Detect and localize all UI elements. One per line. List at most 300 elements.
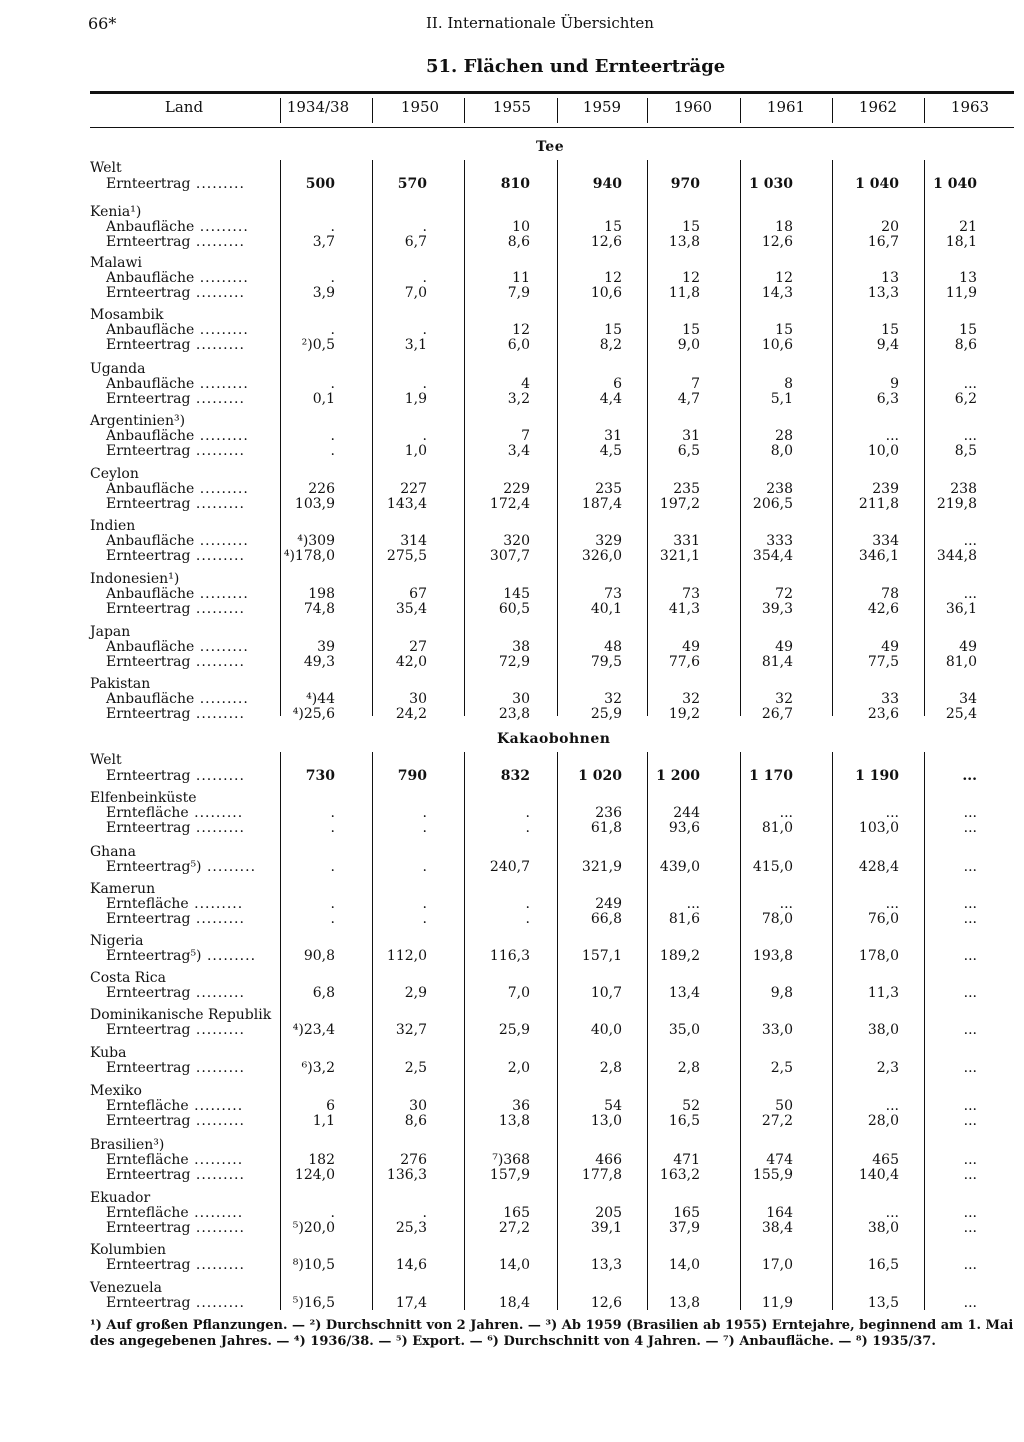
cell-value: 7,0	[507, 985, 530, 1001]
row-label-text: Ernteertrag	[106, 443, 191, 459]
cell-value: ...	[885, 1098, 899, 1114]
cell-value: 346,1	[858, 548, 899, 564]
cell-value: 15	[604, 322, 622, 338]
cell-value: 19,2	[668, 706, 700, 722]
leader-dots: .........	[194, 376, 249, 392]
leader-dots: .........	[201, 948, 257, 964]
cell-value: 30	[512, 691, 530, 707]
leader-dots: .........	[194, 639, 249, 655]
row-label	[106, 482, 249, 497]
cell-value: 77,6	[668, 654, 700, 670]
country-name: Indonesien¹)	[90, 571, 180, 587]
running-head: II. Internationale Übersichten	[426, 14, 654, 32]
cell-value: 6,0	[507, 337, 530, 353]
section-title: Tee	[536, 139, 565, 155]
cell-value: 415,0	[752, 859, 793, 875]
cell-value: .	[330, 805, 335, 821]
cell-value: ...	[686, 896, 700, 912]
cell-value: 6,3	[876, 391, 899, 407]
column-separator	[557, 752, 558, 1310]
cell-value: 27,2	[498, 1220, 530, 1236]
row-label	[106, 323, 249, 338]
leader-dots: .........	[188, 805, 244, 821]
cell-value: ⁴)23,4	[292, 1022, 335, 1038]
leader-dots: .........	[190, 985, 245, 1001]
column-separator	[372, 160, 373, 716]
cell-value: 15	[775, 322, 793, 338]
cell-value: 2,5	[770, 1060, 793, 1076]
cell-value: 10,6	[761, 337, 793, 353]
cell-value: ...	[963, 911, 977, 927]
column-separator	[557, 98, 558, 123]
header-year-1960: 1960	[673, 98, 713, 116]
country-name: Uganda	[90, 361, 146, 377]
row-label	[106, 692, 249, 707]
cell-value: 8,6	[404, 1113, 427, 1129]
cell-value: 157,9	[489, 1167, 530, 1183]
cell-value: 81,0	[945, 654, 977, 670]
cell-value: ...	[963, 1220, 977, 1236]
cell-value: 321,1	[659, 548, 700, 564]
cell-value: 41,3	[668, 601, 700, 617]
cell-value: 354,4	[752, 548, 793, 564]
country-name: Brasilien³)	[90, 1137, 165, 1153]
cell-value: 790	[397, 768, 427, 784]
row-label-text: Ernteertrag	[106, 820, 191, 836]
header-year-1934-38: 1934/38	[286, 98, 350, 116]
cell-value: 7,9	[507, 285, 530, 301]
cell-value: 66,8	[590, 911, 622, 927]
cell-value: 15	[682, 322, 700, 338]
column-separator	[740, 160, 741, 716]
cell-value: 54	[604, 1098, 622, 1114]
leader-dots: .........	[190, 1257, 245, 1273]
page-number: 66*	[88, 14, 117, 33]
cell-value: ...	[962, 768, 977, 784]
cell-value: 49	[682, 639, 700, 655]
cell-value: 165	[673, 1205, 700, 1221]
country-name: Pakistan	[90, 676, 151, 692]
row-label	[106, 640, 249, 655]
leader-dots: .........	[190, 234, 245, 250]
cell-value: 275,5	[386, 548, 427, 564]
cell-value: 39,1	[590, 1220, 622, 1236]
cell-value: 3,1	[404, 337, 427, 353]
row-label	[106, 271, 249, 286]
row-label-text: Ernteertrag	[106, 911, 191, 927]
leader-dots: .........	[190, 654, 245, 670]
cell-value: 24,2	[395, 706, 427, 722]
cell-value: 1,1	[312, 1113, 335, 1129]
cell-value: .	[330, 1205, 335, 1221]
cell-value: 14,6	[395, 1257, 427, 1273]
cell-value: 72,9	[498, 654, 530, 670]
cell-value: 1 200	[656, 768, 700, 784]
cell-value: 155,9	[752, 1167, 793, 1183]
cell-value: 30	[409, 1098, 427, 1114]
section-title: Kakaobohnen	[497, 731, 611, 747]
cell-value: 0,1	[312, 391, 335, 407]
row-label	[106, 1023, 245, 1038]
cell-value: 28	[775, 428, 793, 444]
cell-value: 39,3	[761, 601, 793, 617]
row-label	[106, 912, 245, 927]
cell-value: 27	[409, 639, 427, 655]
cell-value: 3,2	[507, 391, 530, 407]
row-label	[106, 377, 249, 392]
cell-value: 81,6	[668, 911, 700, 927]
cell-value: 236	[595, 805, 622, 821]
cell-value: 26,7	[761, 706, 793, 722]
cell-value: 177,8	[581, 1167, 622, 1183]
header-year-1963: 1963	[950, 98, 990, 116]
header-year-1962: 1962	[858, 98, 898, 116]
cell-value: 11,8	[668, 285, 700, 301]
cell-value: 49	[959, 639, 977, 655]
row-label	[106, 444, 245, 459]
cell-value: 13,3	[590, 1257, 622, 1273]
cell-value: ...	[963, 1167, 977, 1183]
row-label-text: Ernteertrag	[106, 1257, 191, 1273]
row-label	[106, 602, 245, 617]
cell-value: 730	[305, 768, 335, 784]
cell-value: 211,8	[858, 496, 899, 512]
cell-value: 10,7	[590, 985, 622, 1001]
cell-value: ...	[963, 820, 977, 836]
cell-value: 321,9	[581, 859, 622, 875]
cell-value: ...	[963, 1152, 977, 1168]
cell-value: 4	[521, 376, 530, 392]
column-separator	[740, 752, 741, 1310]
cell-value: 31	[604, 428, 622, 444]
row-label	[106, 392, 245, 407]
leader-dots: .........	[194, 586, 249, 602]
cell-value: 15	[682, 219, 700, 235]
row-label-text: Erntefläche	[106, 1098, 189, 1114]
row-label	[106, 1099, 243, 1114]
cell-value: .	[330, 376, 335, 392]
cell-value: ⁴)44	[306, 691, 335, 707]
country-name: Venezuela	[90, 1280, 162, 1296]
row-label-text: Erntefläche	[106, 896, 189, 912]
cell-value: 7	[521, 428, 530, 444]
row-label-text: Ernteertrag	[106, 1060, 191, 1076]
cell-value: 136,3	[386, 1167, 427, 1183]
cell-value: 229	[503, 481, 530, 497]
country-name: Malawi	[90, 255, 142, 271]
cell-value: 4,4	[599, 391, 622, 407]
row-label-text: Ernteertrag	[106, 985, 191, 1001]
cell-value: 163,2	[659, 1167, 700, 1183]
cell-value: 18	[775, 219, 793, 235]
cell-value: 18,1	[945, 234, 977, 250]
country-name: Kenia¹)	[90, 204, 142, 220]
cell-value: 61,8	[590, 820, 622, 836]
row-label	[106, 1221, 245, 1236]
country-name: Elfenbeinküste	[90, 790, 197, 806]
row-label-text: Anbaufläche	[106, 691, 195, 707]
country-name: Japan	[90, 624, 131, 640]
cell-value: 6,7	[404, 234, 427, 250]
country-name: Welt	[90, 752, 122, 768]
cell-value: 78,0	[761, 911, 793, 927]
cell-value: 244	[673, 805, 700, 821]
row-label-text: Anbaufläche	[106, 481, 195, 497]
cell-value: 500	[305, 176, 335, 192]
row-label	[106, 220, 249, 235]
row-label-text: Ernteertrag	[106, 706, 191, 722]
leader-dots: .........	[188, 1152, 244, 1168]
cell-value: 13	[881, 270, 899, 286]
cell-value: 7	[691, 376, 700, 392]
cell-value: 1 190	[855, 768, 899, 784]
row-label-text: Ernteertrag	[106, 234, 191, 250]
cell-value: 8	[784, 376, 793, 392]
row-label-text: Ernteertrag	[106, 496, 191, 512]
cell-value: 38,0	[867, 1022, 899, 1038]
cell-value: 38	[512, 639, 530, 655]
cell-value: ⁵)16,5	[292, 1295, 335, 1311]
cell-value: 465	[872, 1152, 899, 1168]
cell-value: 103,0	[858, 820, 899, 836]
cell-value: 42,6	[867, 601, 899, 617]
cell-value: 474	[766, 1152, 793, 1168]
leader-dots: .........	[190, 911, 245, 927]
cell-value: .	[422, 376, 427, 392]
cell-value: 219,8	[936, 496, 977, 512]
row-label	[106, 338, 245, 353]
cell-value: 198	[308, 586, 335, 602]
cell-value: 314	[400, 533, 427, 549]
row-label-text: Erntefläche	[106, 1205, 189, 1221]
row-label-text: Erntefläche	[106, 805, 189, 821]
row-label-text: Ernteertrag	[106, 1022, 191, 1038]
cell-value: .	[422, 805, 427, 821]
cell-value: 331	[673, 533, 700, 549]
cell-value: 50	[775, 1098, 793, 1114]
row-label	[106, 235, 245, 250]
cell-value: .	[330, 859, 335, 875]
cell-value: .	[525, 896, 530, 912]
cell-value: 13,8	[668, 1295, 700, 1311]
country-name: Welt	[90, 160, 122, 176]
row-label	[106, 707, 245, 722]
cell-value: 11	[512, 270, 530, 286]
leader-dots: .........	[190, 443, 245, 459]
cell-value: 79,5	[590, 654, 622, 670]
cell-value: 249	[595, 896, 622, 912]
row-label	[106, 534, 249, 549]
row-label-text: Anbaufläche	[106, 533, 195, 549]
leader-dots: .........	[188, 896, 244, 912]
row-label-text: Ernteertrag⁵)	[106, 948, 202, 964]
leader-dots: .........	[190, 1295, 245, 1311]
leader-dots: .........	[190, 1220, 245, 1236]
cell-value: 140,4	[858, 1167, 899, 1183]
cell-value: 52	[682, 1098, 700, 1114]
cell-value: 81,4	[761, 654, 793, 670]
leader-dots: .........	[190, 285, 245, 301]
row-label-text: Ernteertrag	[106, 1295, 191, 1311]
cell-value: 34	[959, 691, 977, 707]
cell-value: 13,0	[590, 1113, 622, 1129]
cell-value: 1,0	[404, 443, 427, 459]
country-name: Nigeria	[90, 933, 144, 949]
column-separator	[647, 752, 648, 1310]
row-label	[106, 1258, 245, 1273]
cell-value: 10,6	[590, 285, 622, 301]
cell-value: 48	[604, 639, 622, 655]
cell-value: ...	[963, 428, 977, 444]
column-separator	[280, 98, 281, 123]
cell-value: .	[330, 270, 335, 286]
leader-dots: .........	[190, 391, 245, 407]
cell-value: 3,9	[312, 285, 335, 301]
cell-value: 238	[950, 481, 977, 497]
row-label	[106, 1061, 245, 1076]
leader-dots: .........	[190, 1022, 245, 1038]
cell-value: 205	[595, 1205, 622, 1221]
cell-value: 12,6	[590, 1295, 622, 1311]
cell-value: 74,8	[303, 601, 335, 617]
cell-value: 6	[613, 376, 622, 392]
cell-value: 25,9	[498, 1022, 530, 1038]
cell-value: 570	[397, 176, 427, 192]
cell-value: 78	[881, 586, 899, 602]
cell-value: 2,0	[507, 1060, 530, 1076]
cell-value: 329	[595, 533, 622, 549]
leader-dots: .........	[190, 548, 245, 564]
leader-dots: .........	[190, 820, 245, 836]
cell-value: 197,2	[659, 496, 700, 512]
cell-value: 12	[775, 270, 793, 286]
row-label-text: Ernteertrag	[106, 337, 191, 353]
cell-value: 13,5	[867, 1295, 899, 1311]
row-label	[106, 177, 245, 192]
cell-value: .	[422, 1205, 427, 1221]
cell-value: 14,0	[668, 1257, 700, 1273]
cell-value: 13	[959, 270, 977, 286]
cell-value: 466	[595, 1152, 622, 1168]
cell-value: 12	[512, 322, 530, 338]
cell-value: 428,4	[858, 859, 899, 875]
country-name: Ceylon	[90, 466, 139, 482]
header-year-1959: 1959	[582, 98, 622, 116]
cell-value: ⁴)309	[297, 533, 335, 549]
cell-value: 187,4	[581, 496, 622, 512]
cell-value: 20	[881, 219, 899, 235]
row-label	[106, 286, 245, 301]
cell-value: 21	[959, 219, 977, 235]
row-label	[106, 949, 256, 964]
cell-value: .	[422, 270, 427, 286]
cell-value: 36,1	[945, 601, 977, 617]
cell-value: 14,0	[498, 1257, 530, 1273]
cell-value: .	[330, 443, 335, 459]
cell-value: 206,5	[752, 496, 793, 512]
cell-value: 49	[881, 639, 899, 655]
cell-value: 13,3	[867, 285, 899, 301]
column-separator	[832, 160, 833, 716]
leader-dots: .........	[194, 428, 249, 444]
cell-value: 13,8	[498, 1113, 530, 1129]
cell-value: .	[422, 428, 427, 444]
cell-value: 13,8	[668, 234, 700, 250]
cell-value: 2,8	[677, 1060, 700, 1076]
cell-value: 12	[682, 270, 700, 286]
row-label-text: Anbaufläche	[106, 639, 195, 655]
column-separator	[647, 160, 648, 716]
cell-value: ⁷)368	[492, 1152, 530, 1168]
cell-value: .	[330, 820, 335, 836]
cell-value: .	[330, 219, 335, 235]
column-separator	[372, 98, 373, 123]
row-label-text: Ernteertrag	[106, 1167, 191, 1183]
column-separator	[924, 752, 925, 1310]
header-year-1955: 1955	[492, 98, 532, 116]
cell-value: 5,1	[770, 391, 793, 407]
cell-value: 38,0	[867, 1220, 899, 1236]
country-name: Ekuador	[90, 1190, 151, 1206]
cell-value: 30	[409, 691, 427, 707]
cell-value: 193,8	[752, 948, 793, 964]
cell-value: 320	[503, 533, 530, 549]
country-name: Ghana	[90, 844, 136, 860]
cell-value: 9,8	[770, 985, 793, 1001]
cell-value: 67	[409, 586, 427, 602]
row-label-text: Ernteertrag	[106, 391, 191, 407]
cell-value: 10	[512, 219, 530, 235]
cell-value: 32	[604, 691, 622, 707]
cell-value: 12,6	[761, 234, 793, 250]
cell-value: 18,4	[498, 1295, 530, 1311]
cell-value: 12	[604, 270, 622, 286]
row-label	[106, 549, 245, 564]
country-name: Mexiko	[90, 1083, 142, 1099]
cell-value: 25,9	[590, 706, 622, 722]
cell-value: 1 040	[933, 176, 977, 192]
leader-dots: .........	[190, 176, 245, 192]
leader-dots: .........	[194, 219, 249, 235]
cell-value: 8,0	[770, 443, 793, 459]
row-label-text: Ernteertrag⁵)	[106, 859, 202, 875]
column-separator	[647, 98, 648, 123]
cell-value: 2,9	[404, 985, 427, 1001]
table-top-rule	[90, 91, 1014, 94]
cell-value: 35,0	[668, 1022, 700, 1038]
cell-value: 1,9	[404, 391, 427, 407]
cell-value: 40,0	[590, 1022, 622, 1038]
cell-value: 2,5	[404, 1060, 427, 1076]
leader-dots: .........	[190, 768, 245, 784]
cell-value: 307,7	[489, 548, 530, 564]
leader-dots: .........	[188, 1205, 244, 1221]
leader-dots: .........	[201, 859, 257, 875]
cell-value: 832	[500, 768, 530, 784]
cell-value: 165	[503, 1205, 530, 1221]
column-separator	[924, 160, 925, 716]
cell-value: 2,8	[599, 1060, 622, 1076]
cell-value: 172,4	[489, 496, 530, 512]
country-name: Indien	[90, 518, 136, 534]
row-label	[106, 769, 245, 784]
cell-value: 81,0	[761, 820, 793, 836]
row-label	[106, 1296, 245, 1311]
cell-value: 49,3	[303, 654, 335, 670]
row-label-text: Ernteertrag	[106, 654, 191, 670]
cell-value: ...	[963, 1205, 977, 1221]
row-label	[106, 1114, 245, 1129]
